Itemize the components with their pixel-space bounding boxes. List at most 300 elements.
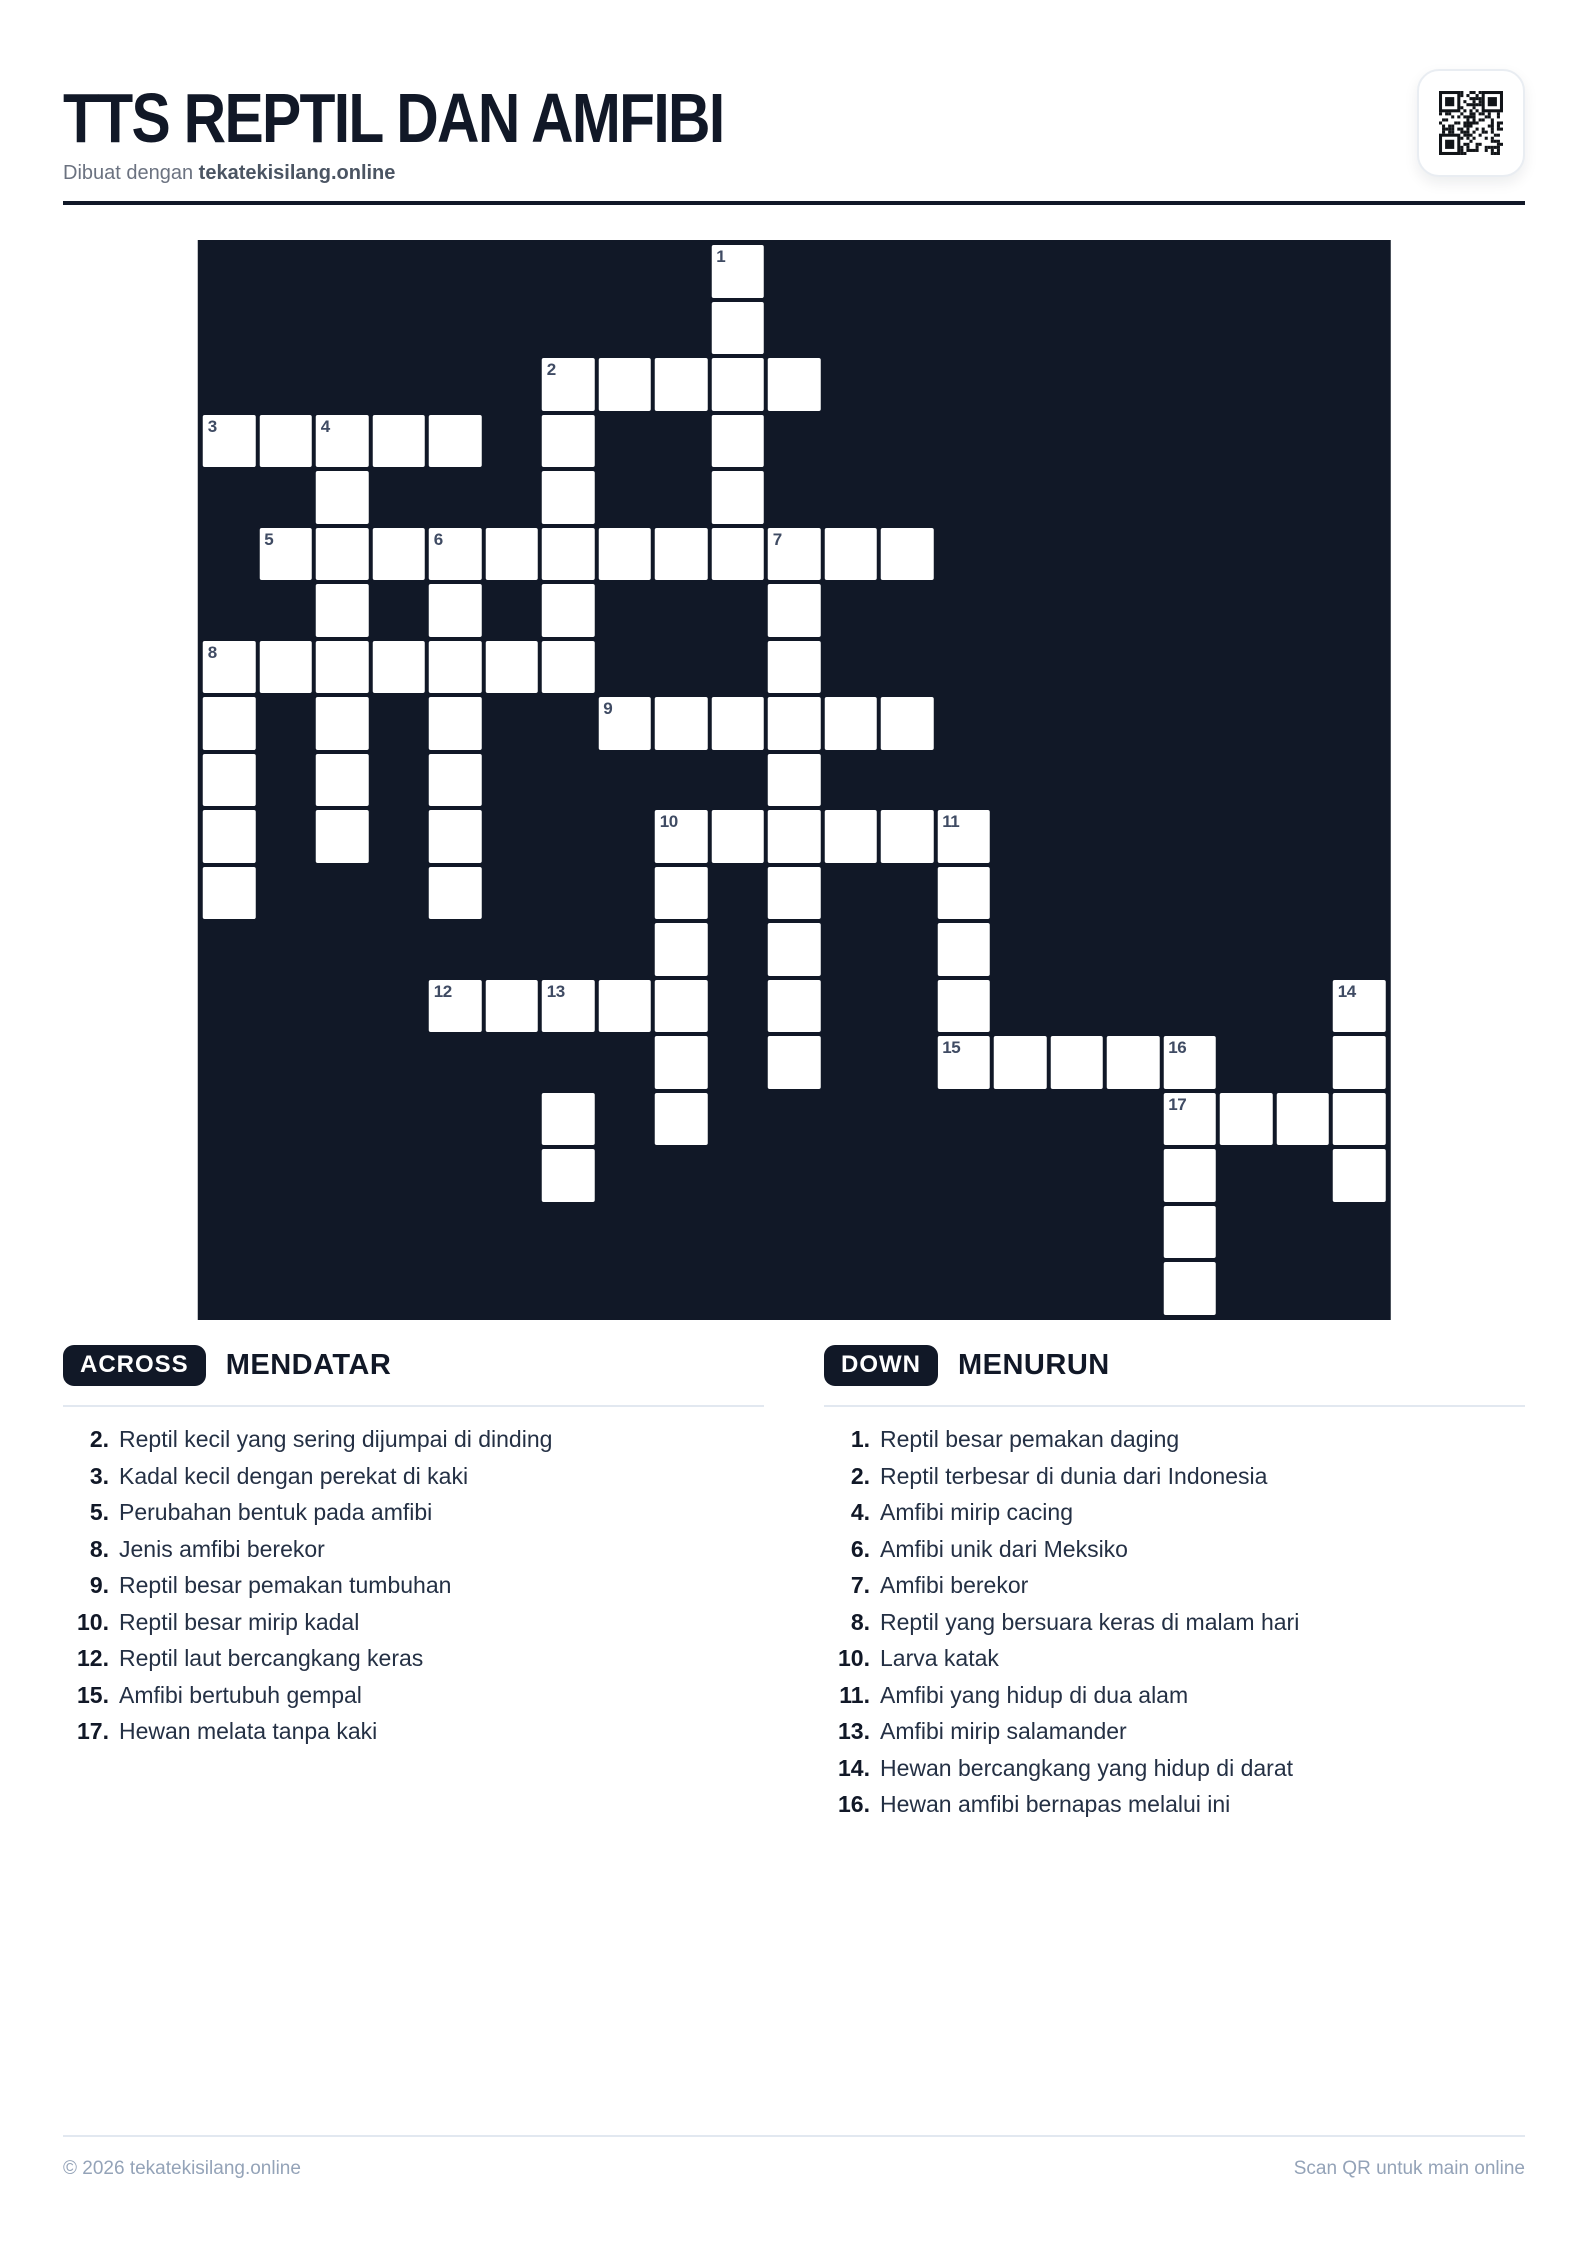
grid-block [994,1093,1047,1146]
grid-block [259,245,312,298]
grid-block [881,1093,934,1146]
down-clue-list [824,1421,1525,1823]
grid-block [429,1036,482,1089]
clue-number: 17. [77,1718,109,1744]
grid-block [485,923,538,976]
grid-cell [372,415,425,468]
grid-block [316,358,369,411]
grid-block [1107,584,1160,637]
grid-block [316,1149,369,1202]
grid-block [937,245,990,298]
grid-block [1220,980,1273,1033]
grid-block [768,1206,821,1259]
grid-block [203,923,256,976]
grid-block [1276,1149,1329,1202]
grid-cell [542,641,595,694]
down-title: MENURUN [957,1349,1110,1381]
clue-text: Reptil yang bersuara keras di malam hari [880,1608,1300,1635]
grid-block [824,302,877,355]
clue-text: Jenis amfibi berekor [119,1535,325,1562]
grid-block [1107,1262,1160,1315]
grid-cell [542,358,595,411]
grid-block [1276,1262,1329,1315]
grid-cell [542,528,595,581]
footer-copyright: © 2026 tekatekisilang.online [63,2158,301,2179]
grid-block [485,810,538,863]
grid-cell-number: 1 [716,247,726,266]
grid-block [259,302,312,355]
grid-cell-number: 11 [942,812,960,831]
grid-block [203,584,256,637]
grid-block [1220,471,1273,524]
grid-block [994,641,1047,694]
clue-number: 12. [77,1645,109,1671]
grid-block [1107,358,1160,411]
grid-block [994,1262,1047,1315]
grid-block [655,584,708,637]
grid-block [994,584,1047,637]
grid-block [372,1036,425,1089]
grid-cell [1220,1093,1273,1146]
grid-block [994,697,1047,750]
grid-block [1333,358,1386,411]
clue-number: 16. [838,1791,870,1817]
grid-cell [1107,1036,1160,1089]
grid-block [1050,358,1103,411]
grid-cell [429,980,482,1033]
grid-block [1107,528,1160,581]
grid-cell [937,867,990,920]
grid-cell [259,528,312,581]
grid-block [598,584,651,637]
grid-block [824,923,877,976]
grid-cell [1276,1093,1329,1146]
grid-cell [994,1036,1047,1089]
clue-text: Reptil besar mirip kadal [119,1608,360,1635]
grid-block [1276,1206,1329,1259]
grid-block [768,415,821,468]
grid-block [372,697,425,750]
grid-block [542,754,595,807]
grid-cell [1163,1262,1216,1315]
grid-block [1333,810,1386,863]
grid-block [1050,1206,1103,1259]
clue-number: 10. [77,1608,109,1635]
grid-block [1107,302,1160,355]
grid-block [1050,1262,1103,1315]
grid-cell [203,415,256,468]
grid-block [1333,245,1386,298]
grid-block [203,1093,256,1146]
grid-block [937,1149,990,1202]
grid-block [881,415,934,468]
grid-block [259,471,312,524]
grid-cell [316,641,369,694]
clue-item [824,1750,1525,1787]
grid-block [1163,302,1216,355]
grid-cell-number: 10 [659,812,678,831]
grid-block [824,584,877,637]
grid-block [485,697,538,750]
grid-block [316,245,369,298]
grid-block [937,415,990,468]
grid-cell [203,810,256,863]
clue-item [63,1458,764,1495]
grid-block [372,245,425,298]
grid-cell [824,810,877,863]
grid-block [316,1093,369,1146]
clue-number: 5. [89,1499,109,1525]
grid-block [259,584,312,637]
grid-block [655,641,708,694]
clue-number: 8. [850,1608,870,1635]
grid-block [768,471,821,524]
grid-block [1276,867,1329,920]
grid-block [1276,1036,1329,1089]
grid-block [259,1036,312,1089]
grid-block [429,302,482,355]
grid-block [1163,358,1216,411]
grid-block [881,867,934,920]
grid-block [372,302,425,355]
grid-cell-number: 17 [1168,1094,1187,1114]
grid-block [485,358,538,411]
grid-cell [429,584,482,637]
clue-number: 13. [838,1718,870,1744]
grid-block [598,754,651,807]
grid-block [655,1149,708,1202]
grid-block [655,754,708,807]
grid-cell-number: 16 [1168,1038,1187,1057]
grid-block [994,245,1047,298]
grid-cell [655,810,708,863]
grid-cell [655,1036,708,1089]
grid-cell [485,528,538,581]
across-divider [63,1405,764,1407]
grid-block [1333,1262,1386,1315]
clue-number: 15. [77,1681,109,1708]
grid-block [372,358,425,411]
grid-block [768,245,821,298]
grid-cell [937,1036,990,1089]
grid-block [655,1206,708,1259]
grid-block [259,810,312,863]
grid-block [994,923,1047,976]
grid-block [881,1149,934,1202]
grid-cell [316,584,369,637]
grid-cell [655,980,708,1033]
grid-block [711,1093,764,1146]
grid-block [1107,471,1160,524]
down-badge: DOWN [824,1345,938,1386]
down-divider [824,1405,1525,1407]
grid-block [1163,641,1216,694]
grid-cell [768,528,821,581]
grid-block [598,1149,651,1202]
grid-block [1050,754,1103,807]
grid-block [994,1149,1047,1202]
grid-cell [711,245,764,298]
clue-number: 6. [850,1535,870,1562]
clue-number: 2. [850,1462,870,1489]
grid-block [429,923,482,976]
grid-block [429,358,482,411]
grid-block [429,1093,482,1146]
grid-block [937,471,990,524]
grid-block [1107,415,1160,468]
grid-block [1163,471,1216,524]
grid-cell [824,697,877,750]
grid-block [768,1149,821,1202]
grid-block [881,358,934,411]
grid-cell [711,302,764,355]
grid-block [1220,810,1273,863]
grid-block [316,867,369,920]
grid-block [711,584,764,637]
grid-block [598,1036,651,1089]
grid-block [937,697,990,750]
grid-block [824,1262,877,1315]
grid-cell [259,415,312,468]
grid-block [824,471,877,524]
grid-block [994,867,1047,920]
clue-item [824,1458,1525,1495]
grid-block [485,302,538,355]
across-clue-list [63,1421,764,1750]
grid-block [372,980,425,1033]
clue-text: Amfibi mirip cacing [880,1499,1073,1525]
grid-cell [768,697,821,750]
grid-block [1276,245,1329,298]
grid-block [1107,1093,1160,1146]
grid-cell [203,754,256,807]
grid-block [203,528,256,581]
grid-cell [881,810,934,863]
grid-block [1107,923,1160,976]
grid-block [1163,697,1216,750]
grid-block [994,754,1047,807]
clue-item [63,1677,764,1714]
grid-cell [372,641,425,694]
clue-item [824,1567,1525,1604]
clue-item [824,1531,1525,1568]
grid-block [1333,697,1386,750]
grid-block [1050,867,1103,920]
grid-block [1276,810,1329,863]
grid-cell [542,471,595,524]
grid-cell [259,641,312,694]
grid-cell [768,867,821,920]
grid-cell [1050,1036,1103,1089]
grid-block [1220,358,1273,411]
grid-cell [655,358,708,411]
grid-block [1220,1036,1273,1089]
grid-block [485,1093,538,1146]
grid-block [1107,867,1160,920]
grid-cell [542,980,595,1033]
grid-cell-number: 6 [433,529,443,549]
footer-scan-hint: Scan QR untuk main online [1293,2158,1525,2179]
clue-text: Hewan bercangkang yang hidup di darat [880,1754,1294,1781]
clue-item [824,1677,1525,1714]
grid-block [711,923,764,976]
grid-cell [937,980,990,1033]
grid-cell [1333,1149,1386,1202]
grid-cell [655,697,708,750]
grid-cell [542,584,595,637]
clue-item [63,1604,764,1641]
grid-block [1050,980,1103,1033]
grid-block [1220,1262,1273,1315]
grid-block [316,1262,369,1315]
grid-block [1220,697,1273,750]
clue-item [824,1494,1525,1531]
grid-block [994,528,1047,581]
grid-block [1220,528,1273,581]
grid-block [203,245,256,298]
grid-block [1276,641,1329,694]
grid-block [542,1206,595,1259]
grid-block [485,471,538,524]
grid-block [203,1206,256,1259]
grid-block [542,923,595,976]
grid-block [1163,980,1216,1033]
grid-block [485,1206,538,1259]
grid-block [1107,1149,1160,1202]
grid-cell [203,697,256,750]
grid-block [1163,528,1216,581]
grid-block [994,980,1047,1033]
grid-block [542,810,595,863]
grid-block [655,302,708,355]
across-section [63,1344,764,1823]
grid-block [598,302,651,355]
grid-block [1163,810,1216,863]
grid-block [598,1262,651,1315]
grid-block [824,358,877,411]
grid-block [937,302,990,355]
grid-block [1050,1149,1103,1202]
grid-cell [711,697,764,750]
grid-block [655,415,708,468]
grid-block [203,1036,256,1089]
grid-cell [768,810,821,863]
grid-block [824,980,877,1033]
grid-cell [768,980,821,1033]
grid-block [824,867,877,920]
grid-block [203,1262,256,1315]
grid-block [598,1093,651,1146]
grid-block [1276,754,1329,807]
grid-block [1050,641,1103,694]
grid-block [372,1206,425,1259]
grid-block [598,471,651,524]
clue-text: Amfibi bertubuh gempal [119,1681,362,1708]
grid-block [1276,415,1329,468]
grid-block [1333,923,1386,976]
grid-cell [768,1036,821,1089]
clue-number: 2. [89,1426,109,1452]
grid-block [1220,754,1273,807]
grid-block [429,245,482,298]
grid-cell [768,358,821,411]
grid-cell-number: 8 [207,642,217,662]
grid-cell-number: 12 [433,981,452,1001]
grid-block [203,358,256,411]
grid-cell [655,528,708,581]
grid-block [1276,471,1329,524]
grid-block [598,923,651,976]
grid-cell [372,528,425,581]
clue-text: Reptil besar pemakan tumbuhan [119,1572,452,1598]
grid-block [711,754,764,807]
grid-block [1050,923,1103,976]
grid-cell-number: 7 [772,529,782,549]
grid-cell [881,528,934,581]
grid-cell [485,980,538,1033]
grid-block [259,980,312,1033]
clue-text: Hewan melata tanpa kaki [119,1718,378,1744]
clue-text: Perubahan bentuk pada amfibi [119,1499,433,1525]
grid-cell [316,810,369,863]
grid-block [485,415,538,468]
grid-block [598,641,651,694]
grid-block [711,1262,764,1315]
grid-block [542,302,595,355]
down-header [824,1344,1525,1387]
clue-text: Amfibi berekor [880,1572,1029,1598]
grid-block [768,302,821,355]
grid-cell [881,697,934,750]
clue-item [824,1713,1525,1750]
grid-block [1333,584,1386,637]
grid-cell [1163,1206,1216,1259]
grid-block [1333,302,1386,355]
across-header [63,1344,764,1387]
grid-cell [598,697,651,750]
grid-block [711,641,764,694]
grid-cell [768,641,821,694]
grid-block [372,923,425,976]
grid-block [1163,923,1216,976]
grid-block [372,810,425,863]
grid-cell [824,528,877,581]
grid-cell [429,754,482,807]
qr-code-image [1439,91,1503,155]
clues-section [63,1344,1525,1823]
grid-cell [1163,1036,1216,1089]
grid-block [881,1206,934,1259]
grid-block [824,1036,877,1089]
grid-block [259,1206,312,1259]
grid-block [937,1206,990,1259]
grid-block [1050,810,1103,863]
grid-block [881,302,934,355]
clue-item [63,1713,764,1750]
grid-block [1220,415,1273,468]
grid-block [1276,980,1329,1033]
grid-cell [316,471,369,524]
grid-cell [542,1149,595,1202]
grid-block [316,980,369,1033]
grid-block [1220,245,1273,298]
grid-block [711,1206,764,1259]
grid-block [1220,1206,1273,1259]
grid-cell-number: 9 [603,699,613,718]
clue-number: 1. [850,1426,870,1452]
clue-item [63,1531,764,1568]
grid-block [1107,1206,1160,1259]
